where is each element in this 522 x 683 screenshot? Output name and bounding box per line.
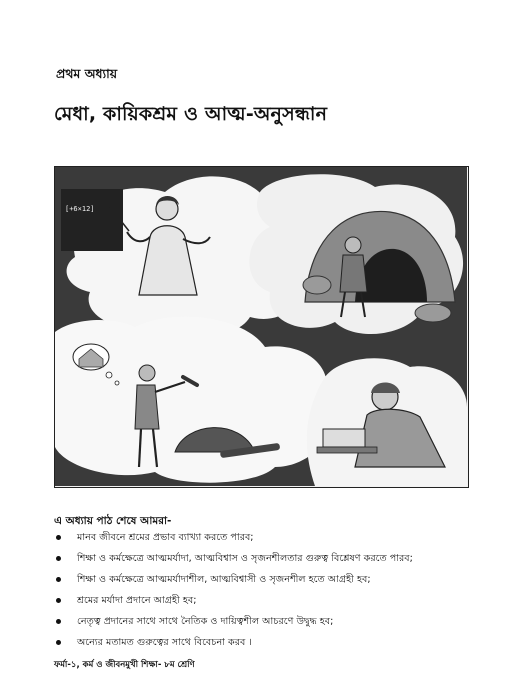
- board-text: [+6×12]: [65, 205, 95, 213]
- illustration-svg: [55, 167, 467, 486]
- bullet-icon: [56, 619, 61, 624]
- objective-text: মানব জীবনে শ্রমের প্রভাব ব্যাখ্যা করতে পারব;: [77, 532, 254, 543]
- objective-item: [54, 594, 474, 615]
- chapter-illustration: [54, 166, 469, 488]
- bullet-icon: [56, 598, 61, 603]
- objective-text: শিক্ষা ও কর্মক্ষেত্রে আত্মমর্যাদা, আত্মবিশ্বাস ও সৃজনশীলতার গুরুত্ব বিশ্লেষণ করতে পারব;: [77, 553, 413, 564]
- chapter-title: মেধা, কায়িকশ্রম ও আত্ম-অনুসন্ধান: [54, 103, 328, 125]
- objectives-heading: এ অধ্যায় পাঠ শেষে আমরা-: [54, 515, 172, 527]
- objective-item: [54, 636, 474, 657]
- bullet-icon: [56, 640, 61, 645]
- objective-text: অন্যের মতামত গুরুত্বের সাথে বিবেচনা করব ।: [77, 637, 252, 648]
- objective-text: শ্রমের মর্যাদা প্রদানে আগ্রহী হব;: [77, 595, 197, 606]
- bullet-icon: [56, 556, 61, 561]
- objective-text: নেতৃত্ব প্রদানের সাথে সাথে নৈতিক ও দায়িত্বশীল আচরণে উদ্বুদ্ধ হব;: [77, 616, 334, 627]
- objective-item: [54, 531, 474, 552]
- objectives-list: [54, 531, 474, 657]
- page-footer: ফর্মা-১, কর্ম ও জীবনমুখী শিক্ষা- ৮ম শ্রেণি: [54, 660, 195, 670]
- objective-text: শিক্ষা ও কর্মক্ষেত্রে আত্মমর্যাদাশীল, আত্মবিশ্বাসী ও সৃজনশীল হতে আগ্রহী হব;: [77, 574, 371, 585]
- blackboard: [61, 189, 123, 251]
- bullet-icon: [56, 577, 61, 582]
- objective-item: [54, 573, 474, 594]
- objective-item: [54, 552, 474, 573]
- bullet-icon: [56, 535, 61, 540]
- chapter-label: প্রথম অধ্যায়: [56, 66, 118, 81]
- objective-item: [54, 615, 474, 636]
